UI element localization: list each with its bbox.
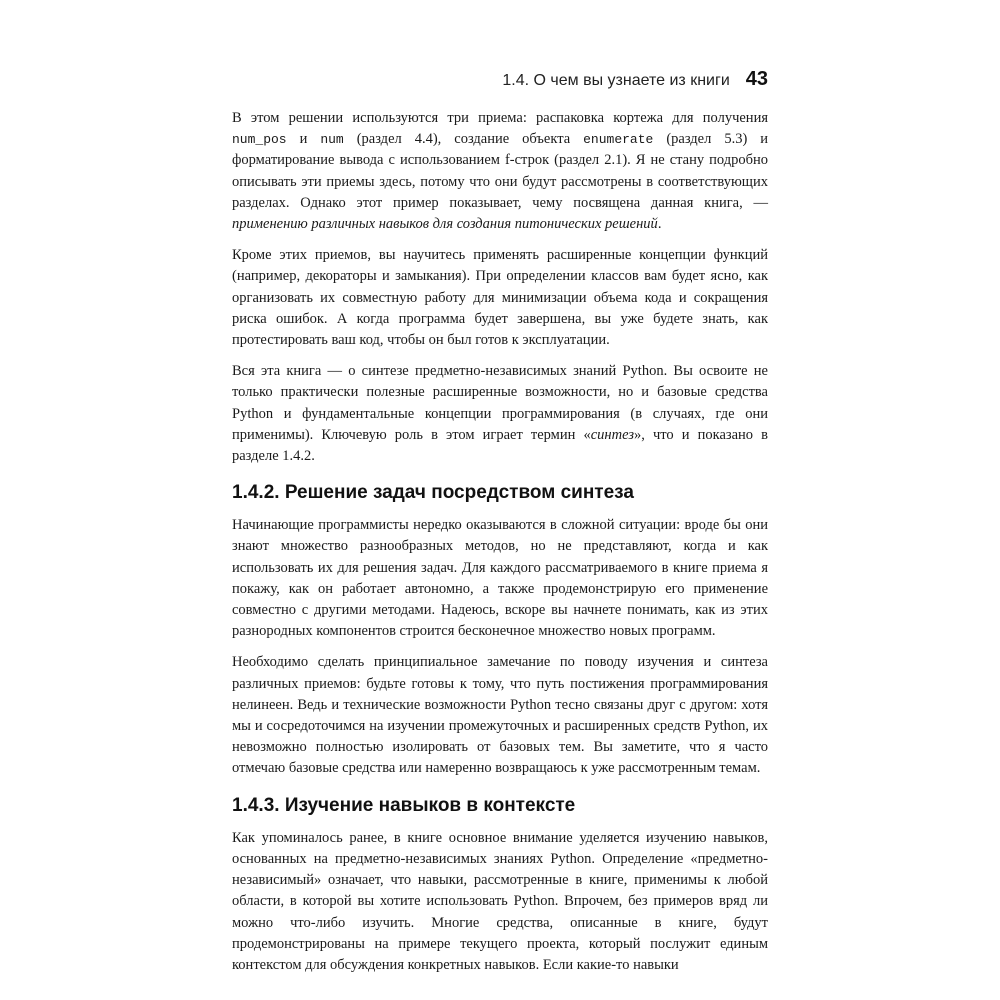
paragraph-context: Как упоминалось ранее, в книге основное внимание уделяется изучению навыков, основанных на предметно-независимых знаниях Python. Определение «предметно-независимый» означает, что навыки, рассмотренные в книге, применимы к любой области, в которой вы хотите использовать Python. Впрочем, без примеров вряд ли можно что-либо изучить. Многие средства, описанные в книге, будут продемонстрированы на примере текущего проекта, который послужит единым контекстом для обсуждения конкретных навыков. Если какие-то навыки: [232, 829, 768, 973]
paragraph-synthesis: [232, 361, 768, 467]
text-run: (раздел 4.4), создание объекта: [343, 131, 584, 148]
paragraph-advanced-concepts: Кроме этих приемов, вы научитесь применять расширенные концепции функций (например, декораторы и замыкания). При определении классов вам будет ясно, как организовать их совместную работу для минимизации объема кода и сокращения риска ошибок. А когда программа будет завершена, вы уже будете знать, как протестировать ваш код, чтобы он был готов к эксплуатации.: [232, 247, 768, 349]
text-run: и: [286, 131, 321, 148]
text-run: .: [657, 216, 662, 233]
text-run: В этом решении используются три приема: распаковка кортежа для получения: [232, 110, 768, 126]
running-head-title: 1.4. О чем вы узнаете из книги: [502, 72, 730, 89]
paragraph-beginners: Начинающие программисты нередко оказываются в сложной ситуации: вроде бы они знают множество разнообразных методов, но не представляют, когда и как использовать их для решения задач. Для каждого рассматриваемого в книге приема я покажу, как он работает автономно, а также продемонстрирую его применение совместно с другими методами. Надеюсь, вскоре вы начнете понимать, как из этих разнородных компонентов строится бесконечное множество новых программ.: [232, 517, 768, 640]
section-heading-1-4-2: 1.4.2. Решение задач посредством синтеза: [232, 482, 634, 504]
page-body: [232, 108, 768, 986]
paragraph-intro-solution: [232, 108, 768, 235]
page-number: 43: [745, 68, 768, 90]
emphasis: синтез: [590, 426, 634, 443]
text-run: Вся эта книга — о синтезе предметно-независимых знаний Python. Вы освоите не только практически полезные расширенные возможности, но и базовые средства Python и фундаментальные концепции программирования (в случаях, где они применимы). Ключевую роль в этом играет термин «: [232, 363, 768, 443]
section-heading-1-4-3: 1.4.3. Изучение навыков в контексте: [232, 794, 576, 816]
text-run: », что и показано в разделе 1.4.2.: [232, 426, 768, 465]
text-run: (раздел 5.3) и форматирование вывода с использованием f-строк (раздел 2.1). Я не стану подробно описывать эти приемы здесь, потому что они будут рассмотрены в соответствующих разделах. Однако этот пример показывает, чему посвящена данная книга, —: [232, 131, 769, 211]
code-inline: num_pos: [232, 132, 287, 148]
paragraph-nonlinear: Необходимо сделать принципиальное замечание по поводу изучения и синтеза различных приемов: будьте готовы к тому, что путь постижения программирования нелинеен. Ведь и технические возможности Python тесно связаны друг с другом: хотя мы и сосредоточимся на изучении промежуточных и расширенных средств Python, их невозможно полностью изолировать от базовых тем. Вы заметите, что я часто отмечаю базовые средства или намеренно возвращаюсь к уже рассмотренным темам.: [232, 654, 768, 777]
emphasis: применению различных навыков для создания питонических решений: [232, 216, 658, 233]
code-inline: num: [320, 132, 344, 148]
code-inline: enumerate: [583, 132, 654, 148]
running-head: [232, 68, 768, 91]
